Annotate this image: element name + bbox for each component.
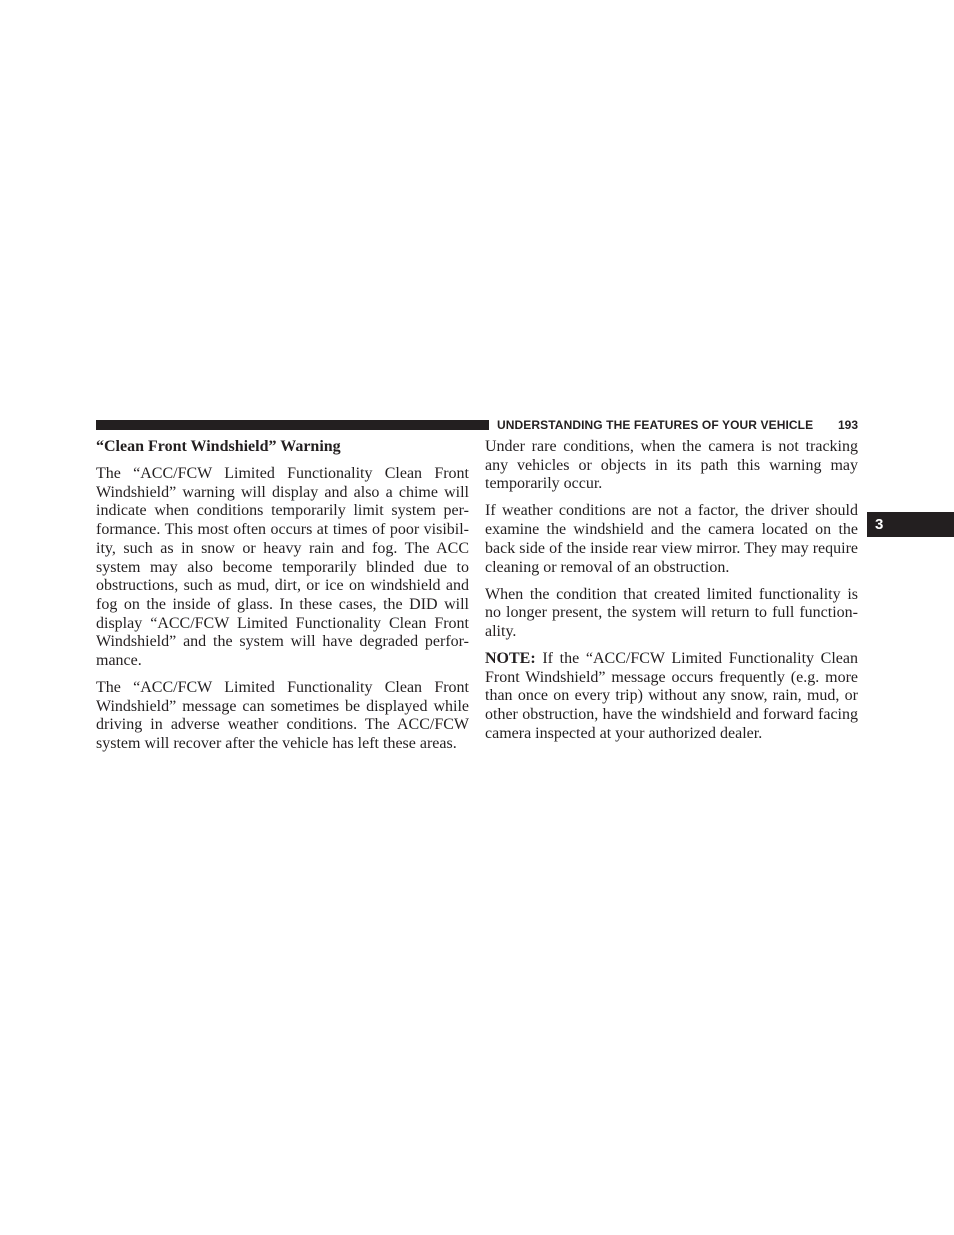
body-paragraph: When the condition that created limited functionality is no longer present, the system will return to full function- ality. (485, 585, 858, 640)
body-paragraph: If weather conditions are not a factor, the driver should examine the windshield and the camera located on the back side of the inside rear view mirror. They may require cleaning or removal of an obstruction. (485, 502, 858, 576)
body-paragraph: Under rare conditions, when the camera is not tracking any vehicles or objects in its path this warning may temporarily occur. (485, 438, 858, 493)
right-column (485, 438, 858, 752)
chapter-number: 3 (875, 516, 884, 533)
chapter-tab (867, 512, 954, 537)
note-text: If the “ACC/FCW Limited Functionality Clean Front Windshield” message occurs frequently (e.g. more than once on every trip) without any snow, rain, mud, or other obstruction, have the windshield and forward facing camera inspected at your authorized dealer. (485, 649, 858, 742)
note-label: NOTE: (485, 649, 536, 667)
body-paragraph: The “ACC/FCW Limited Functionality Clean Front Windshield” message can sometimes be displayed while driving in adverse weather conditions. The ACC/FCW system will recover after the vehicle has left these areas. (96, 679, 469, 753)
section-heading: “Clean Front Windshield” Warning (96, 438, 341, 455)
page-number: 193 (837, 418, 858, 432)
note-paragraph (485, 650, 858, 744)
body-paragraph: The “ACC/FCW Limited Functionality Clean Front Windshield” warning will display and also a chime will indicate when conditions temporarily limit system per- formance. This most often occurs at times of poor visibil- ity, such as in snow or heavy rain and fog. The ACC system may also become temporarily blinded due to obstructions, such as mud, dirt, or ice on windshield and fog on the inside of glass. In these cases, the DID will display “ACC/FCW Limited Functionality Clean Front Windshield” and the system will have degraded perfor- mance. (96, 465, 469, 670)
left-column (96, 438, 469, 762)
header-rule (96, 420, 489, 430)
running-header-title: UNDERSTANDING THE FEATURES OF YOUR VEHICLE (497, 418, 814, 432)
